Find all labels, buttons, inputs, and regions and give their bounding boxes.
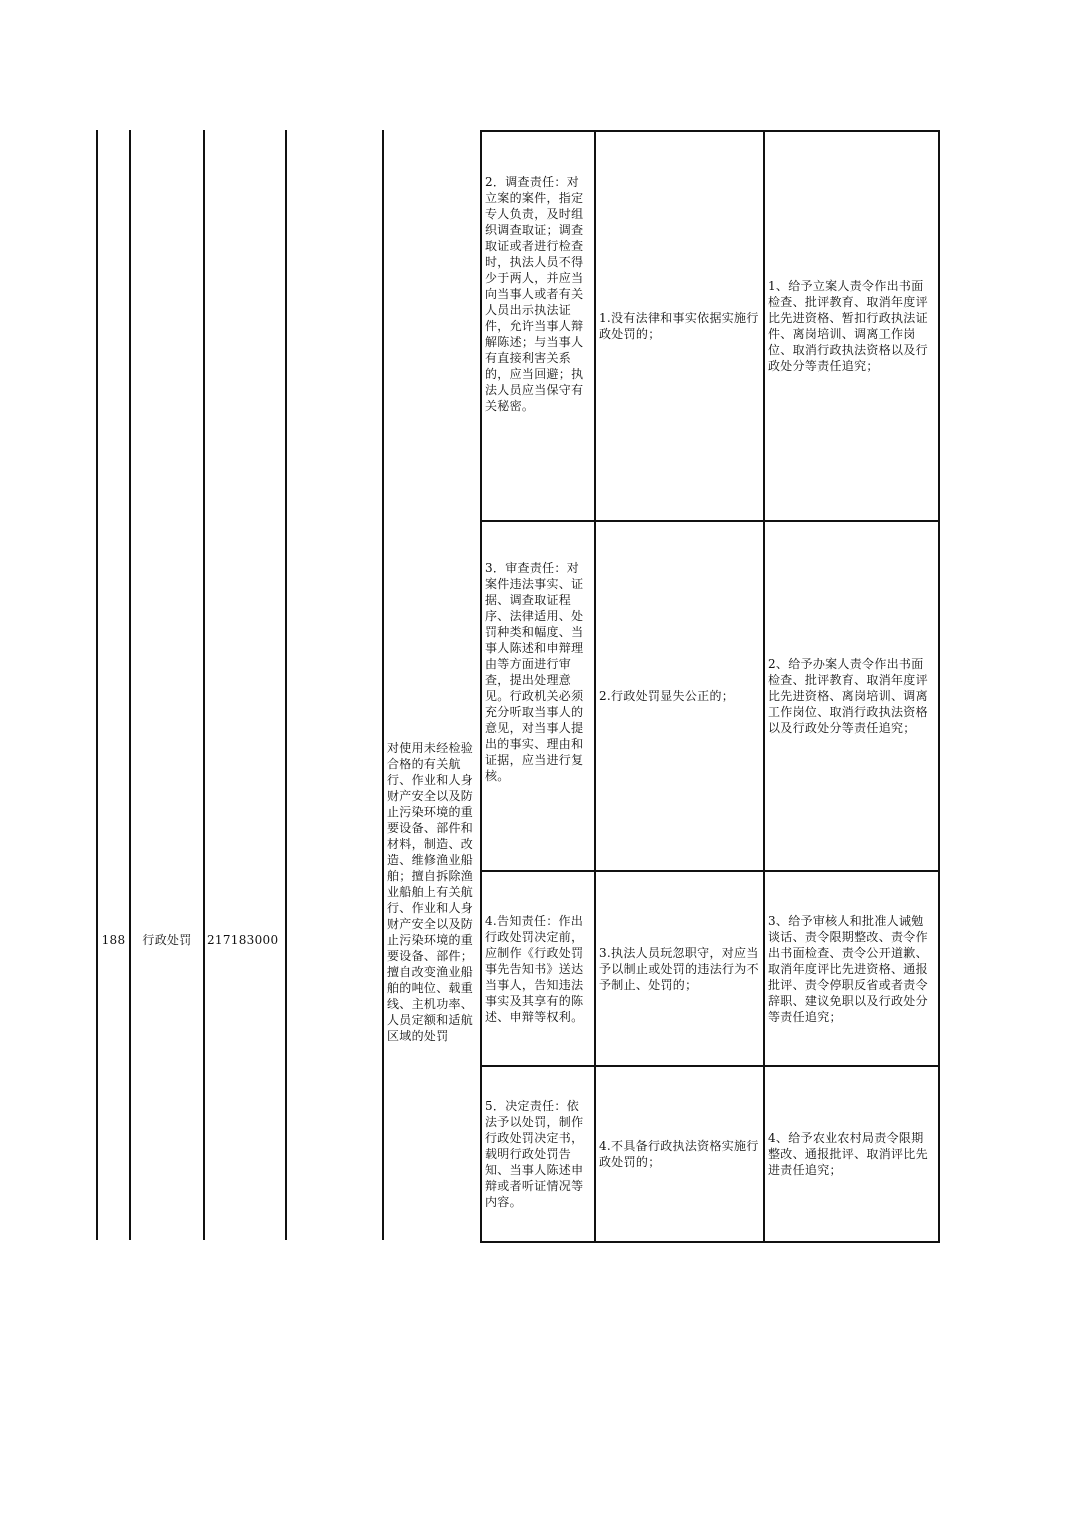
column-border-2 (129, 130, 131, 1240)
table-row (481, 1066, 939, 1242)
situation-cell: 1.没有法律和事实依据实施行政处罚的； (595, 131, 764, 521)
column-border-1 (96, 130, 98, 1240)
row-item-description: 对使用未经检验合格的有关航行、作业和人身财产安全以及防止污染环境的重要设备、部件和材料，制造、改造、维修渔业船舶；擅自拆除渔业船舶上有关航行、作业和人身财产安全以及防止污染环境的重要设备、部件；擅自改变渔业船舶的吨位、载重线、主机功率、人员定额和适航区域的处罚 (387, 741, 474, 1043)
row-number: 188 (101, 933, 126, 947)
accountability-cell: 3、给予审核人和批准人诫勉谈话、责令限期整改、责令作出书面检查、责令公开道歉、取消年度评比先进资格、通报批评、责令停职反省或者责令辞职、建议免职以及行政处分等责任追究； (764, 871, 939, 1066)
row-category: 行政处罚 (142, 933, 192, 947)
duty-cell: 5．决定责任：依法予以处罚，制作行政处罚决定书，载明行政处罚告知、当事人陈述申辩或者听证情况等内容。 (481, 1066, 595, 1242)
situation-cell: 2.行政处罚显失公正的； (595, 521, 764, 871)
duty-cell (481, 131, 595, 521)
column-border-4 (285, 130, 287, 1240)
table-row (481, 521, 939, 871)
situation-cell: 3.执法人员玩忽职守，对应当予以制止或处罚的违法行为不予制止、处罚的； (595, 871, 764, 1066)
duty-text: 3．审查责任：对案件违法事实、证据、调查取证程序、法律适用、处罚种类和幅度、当事人陈述和申辩理由等方面进行审查，提出处理意见。行政机关必须充分听取当事人的意见，对当事人提出的事实、理由和证据，应当进行复核。 (485, 561, 584, 783)
accountability-cell: 2、给予办案人责令作出书面检查、批评教育、取消年度评比先进资格、离岗培训、调离工作岗位、取消行政执法资格以及行政处分等责任追究； (764, 521, 939, 871)
duty-text: 2．调查责任：对立案的案件，指定专人负责，及时组织调查取证；调查取证或者进行检查时，执法人员不得少于两人，并应当向当事人或者有关人员出示执法证件，允许当事人辩解陈述；与当事人有直接利害关系的，应当回避；执法人员应当保守有关秘密。 (485, 175, 584, 413)
accountability-cell: 1、给予立案人责令作出书面检查、批评教育、取消年度评比先进资格、暂扣行政执法证件、离岗培训、调离工作岗位、取消行政执法资格以及行政处分等责任追究； (764, 131, 939, 521)
column-border-5 (382, 130, 384, 1240)
column-border-3 (203, 130, 205, 1240)
duty-cell (481, 521, 595, 871)
table-row (481, 131, 939, 521)
responsibility-table (480, 130, 940, 1243)
situation-cell: 4.不具备行政执法资格实施行政处罚的； (595, 1066, 764, 1242)
row-code: 217183000 (207, 933, 279, 947)
table-row (481, 871, 939, 1066)
accountability-cell: 4、给予农业农村局责令限期整改、通报批评、取消评比先进责任追究； (764, 1066, 939, 1242)
duty-cell: 4.告知责任：作出行政处罚决定前，应制作《行政处罚事先告知书》送达当事人，告知违法事实及其享有的陈述、申辩等权利。 (481, 871, 595, 1066)
